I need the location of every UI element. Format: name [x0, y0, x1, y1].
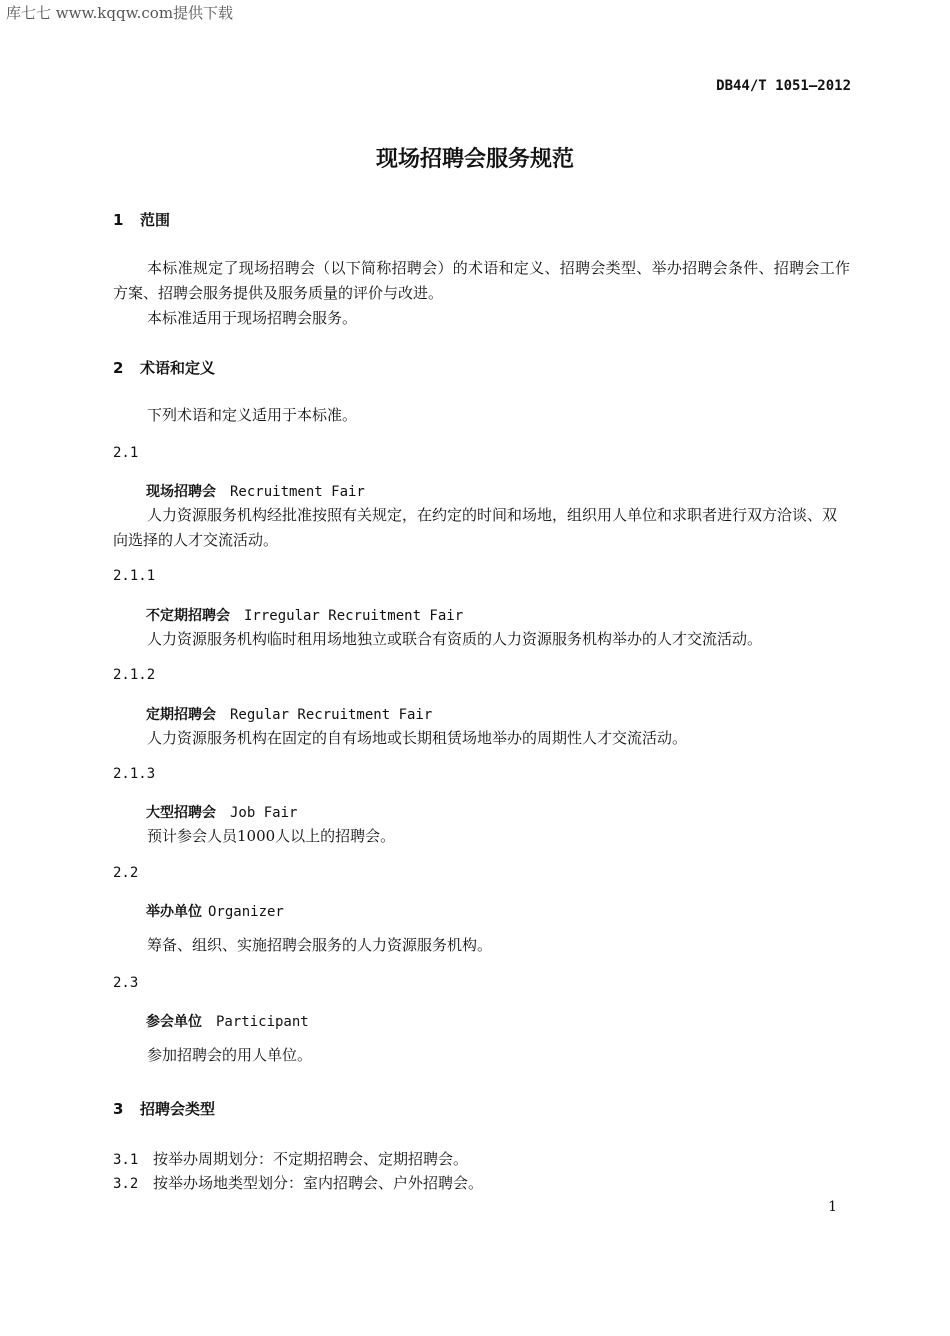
clause-number: 2.1.2 [113, 667, 156, 683]
section-title: 范围 [140, 211, 171, 229]
clause-number: 2.2 [113, 865, 139, 881]
term-en: Job Fair [230, 805, 298, 821]
term-heading [146, 481, 365, 501]
term-zh: 定期招聘会 [146, 707, 216, 723]
section-2-heading [113, 357, 215, 378]
term-definition: 筹备、组织、实施招聘会服务的人力资源服务机构。 [147, 936, 493, 954]
section-1-paragraph-1: 本标准规定了现场招聘会（以下简称招聘会）的术语和定义、招聘会类型、举办招聘会条件、招聘会工作方案、招聘会服务提供及服务质量的评价与改进。 [113, 259, 850, 302]
term-zh: 举办单位 [146, 904, 202, 920]
term-heading [146, 1011, 309, 1031]
clause-number: 2.3 [113, 975, 139, 991]
term-heading [146, 901, 284, 921]
term-definition: 预计参会人员1000人以上的招聘会。 [147, 827, 396, 845]
term-en: Organizer [208, 904, 284, 920]
item-text: 按举办场地类型划分：室内招聘会、户外招聘会。 [153, 1174, 484, 1192]
term-zh: 大型招聘会 [146, 805, 216, 821]
term-heading [146, 704, 432, 724]
section-1-heading [113, 209, 170, 230]
section-number: 1 [113, 211, 124, 229]
list-item [113, 1148, 468, 1169]
term-definition: 人力资源服务机构经批准按照有关规定，在约定的时间和场地，组织用人单位和求职者进行双方洽谈、双向选择的人才交流活动。 [113, 506, 838, 549]
clause-number: 2.1 [113, 445, 139, 461]
section-number: 3 [113, 1100, 124, 1118]
clause-number: 2.1.3 [113, 766, 156, 782]
section-title: 术语和定义 [140, 359, 216, 377]
section-number: 2 [113, 359, 124, 377]
section-2-intro: 下列术语和定义适用于本标准。 [147, 406, 358, 424]
term-heading [146, 802, 297, 822]
term-heading [146, 605, 463, 625]
section-title: 招聘会类型 [140, 1100, 216, 1118]
section-3-heading [113, 1098, 215, 1119]
item-number: 3.1 [113, 1152, 139, 1168]
doc-number: DB44/T 1051—2012 [716, 78, 851, 94]
watermark: 库七七 www.kqqw.com提供下载 [6, 4, 234, 22]
term-en: Regular Recruitment Fair [230, 707, 433, 723]
item-text: 按举办周期划分：不定期招聘会、定期招聘会。 [153, 1150, 469, 1168]
list-item [113, 1172, 483, 1193]
section-1-paragraph-2: 本标准适用于现场招聘会服务。 [147, 309, 358, 327]
page-number: 1 [828, 1199, 837, 1215]
term-en: Irregular Recruitment Fair [244, 608, 464, 624]
term-definition: 人力资源服务机构在固定的自有场地或长期租赁场地举办的周期性人才交流活动。 [147, 729, 688, 747]
item-number: 3.2 [113, 1176, 139, 1192]
term-zh: 现场招聘会 [146, 484, 216, 500]
term-en: Recruitment Fair [230, 484, 365, 500]
page-title: 现场招聘会服务规范 [375, 147, 574, 172]
term-en: Participant [216, 1014, 309, 1030]
term-zh: 参会单位 [146, 1014, 202, 1030]
clause-number: 2.1.1 [113, 568, 156, 584]
term-definition: 人力资源服务机构临时租用场地独立或联合有资质的人力资源服务机构举办的人才交流活动。 [147, 630, 763, 648]
term-zh: 不定期招聘会 [146, 608, 230, 624]
term-definition: 参加招聘会的用人单位。 [147, 1046, 313, 1064]
